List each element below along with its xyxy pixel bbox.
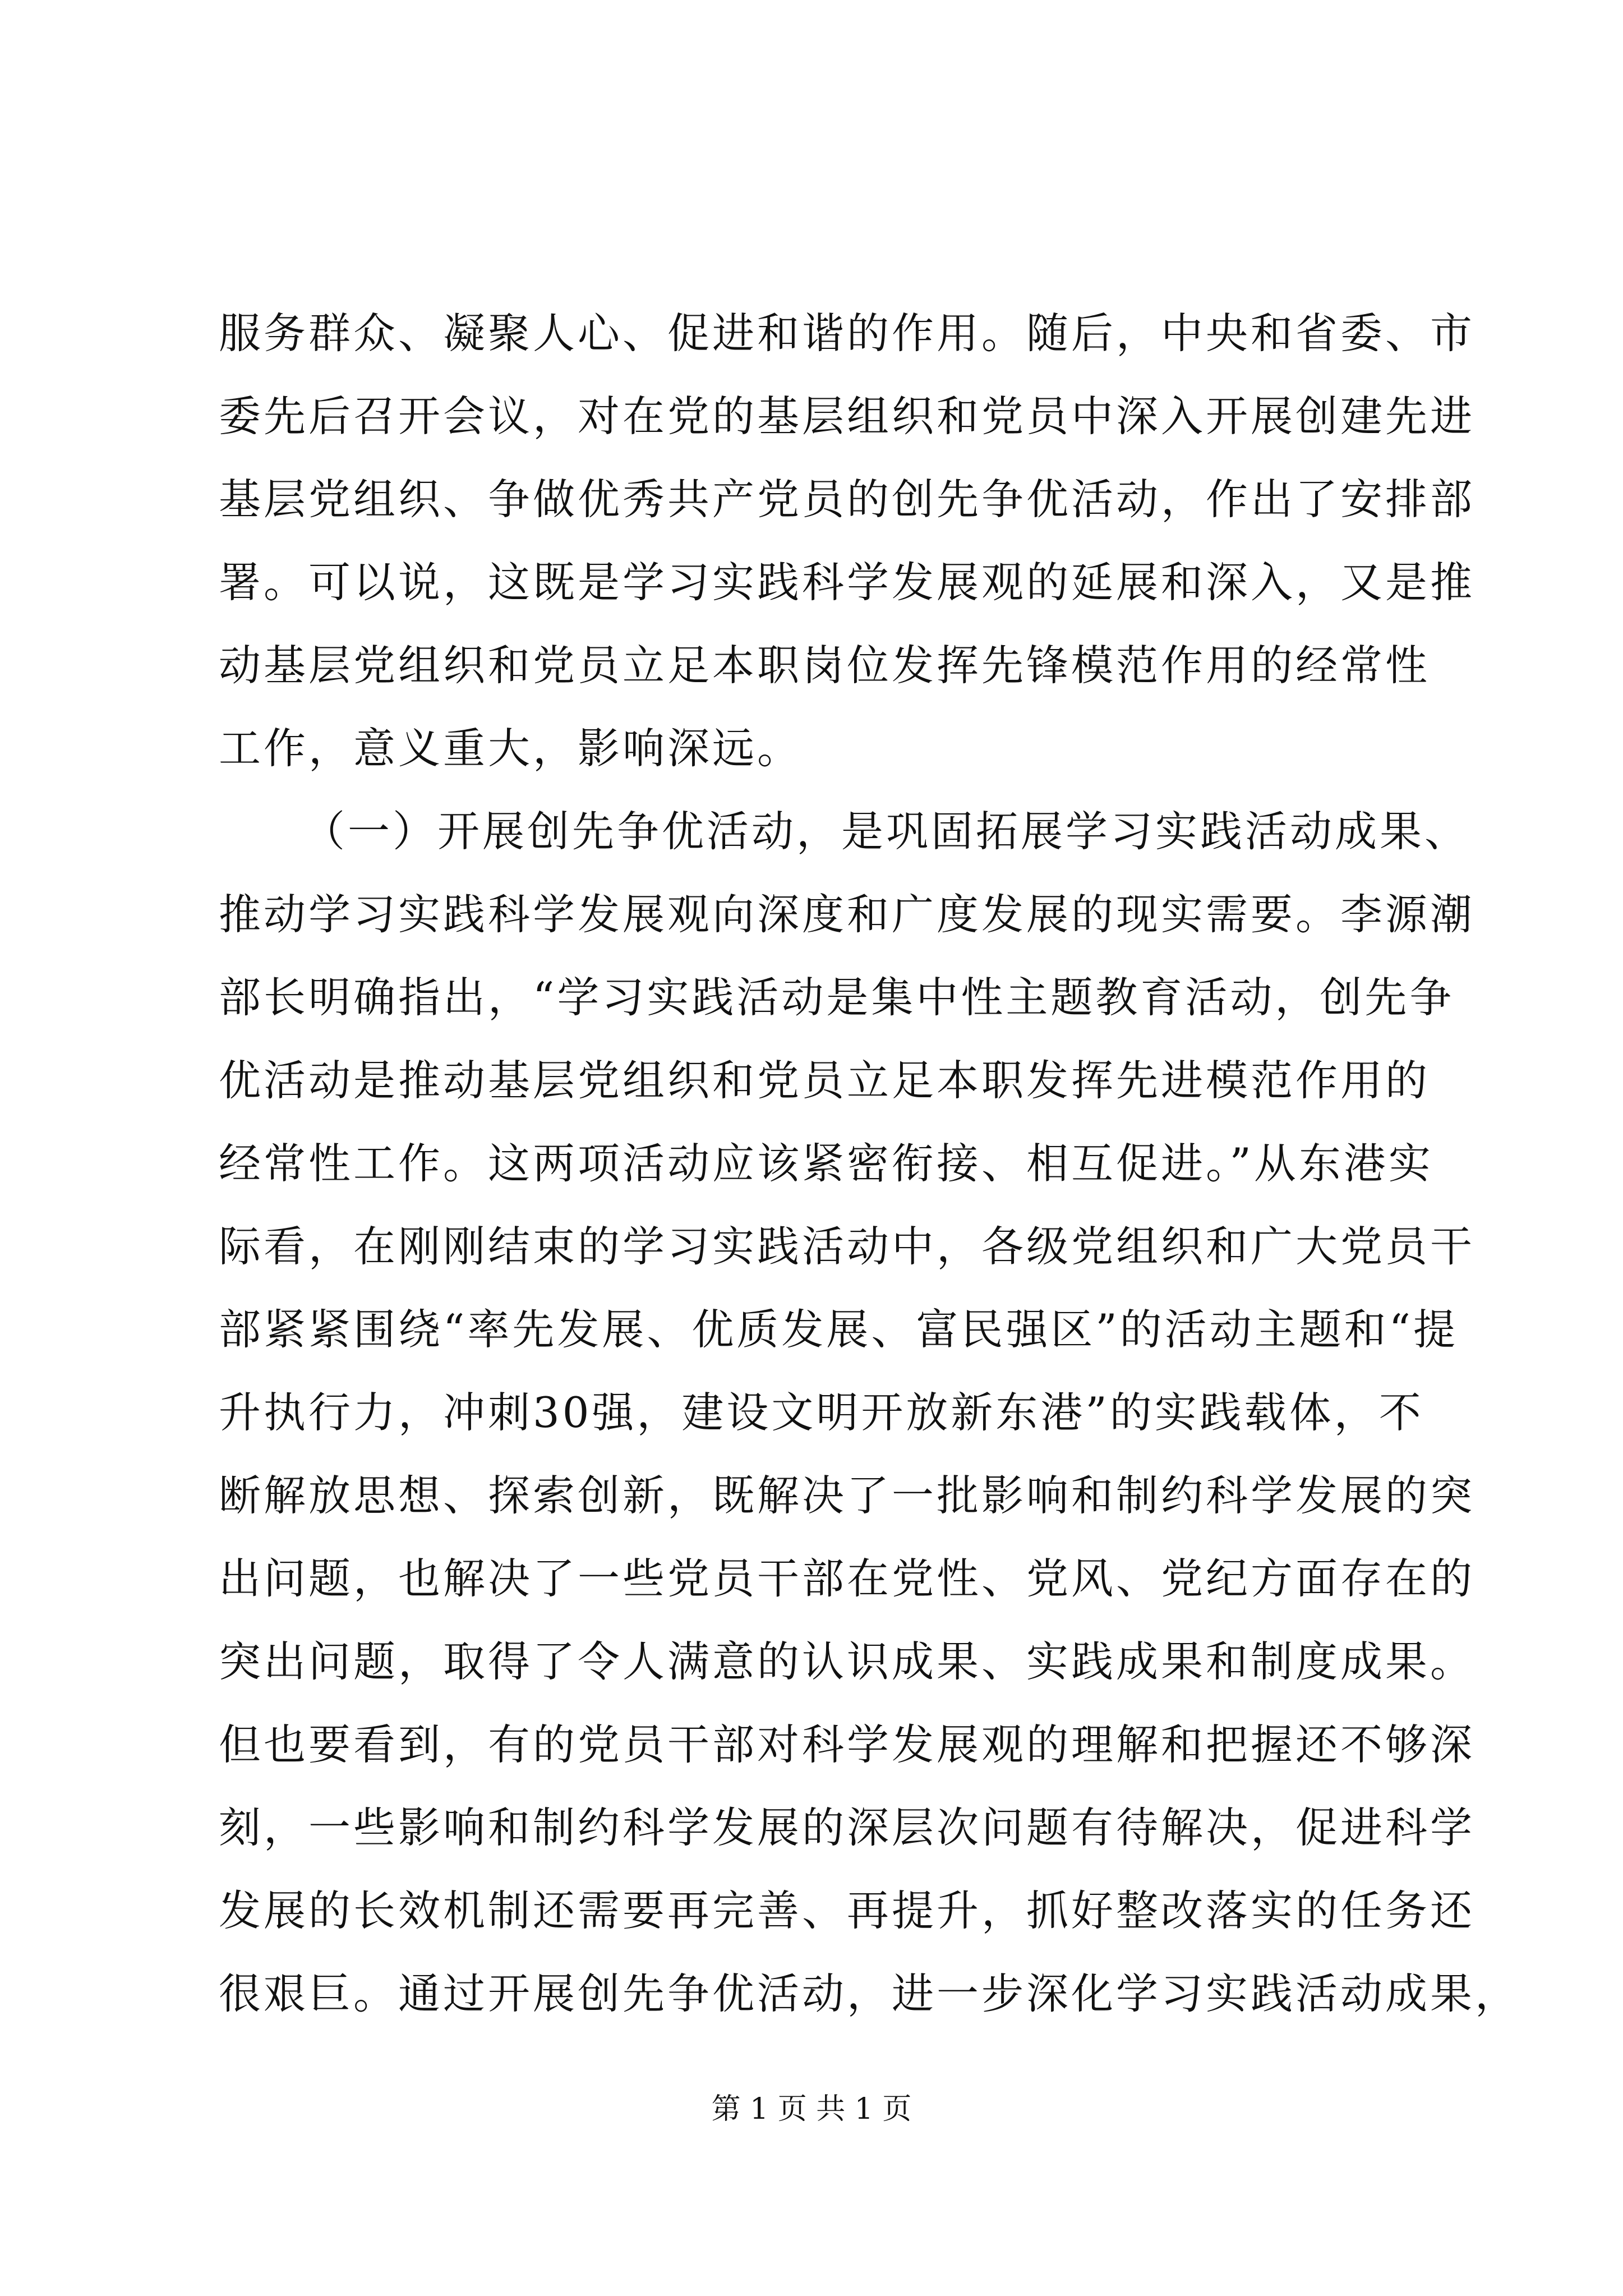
text-line: 部长明确指出，“学习实践活动是集中性主题教育活动，创先争 (219, 973, 1455, 1022)
text-line: 出问题，也解决了一些党员干部在党性、党风、党纪方面存在的 (219, 1554, 1476, 1603)
text-line: 委先后召开会议，对在党的基层组织和党员中深入开展创建先进 (219, 392, 1476, 441)
text-line: 突出问题，取得了令人满意的认识成果、实践成果和制度成果。 (219, 1637, 1476, 1686)
text-line: 刻，一些影响和制约科学发展的深层次问题有待解决，促进科学 (219, 1803, 1476, 1852)
text-line: 署。可以说，这既是学习实践科学发展观的延展和深入，又是推 (219, 558, 1476, 607)
document-body (219, 292, 1520, 2035)
paragraph-start-line: （一）开展创先争优活动，是巩固拓展学习实践活动成果、 (303, 807, 1470, 856)
text-line: 部紧紧围绕“率先发展、优质发展、富民强区”的活动主题和“提 (219, 1305, 1459, 1354)
text-line: 优活动是推动基层党组织和党员立足本职发挥先进模范作用的 (219, 1056, 1431, 1105)
text-line: 工作，意义重大，影响深远。 (219, 724, 803, 773)
text-line: 但也要看到，有的党员干部对科学发展观的理解和把握还不够深 (219, 1720, 1476, 1769)
text-line: 发展的长效机制还需要再完善、再提升，抓好整改落实的任务还 (219, 1886, 1476, 1935)
text-line: 升执行力，冲刺30强，建设文明开放新东港”的实践载体，不 (219, 1388, 1424, 1437)
text-line: 断解放思想、探索创新，既解决了一批影响和制约科学发展的突 (219, 1471, 1476, 1520)
text-line: 际看，在刚刚结束的学习实践活动中，各级党组织和广大党员干 (219, 1222, 1476, 1271)
text-line: 基层党组织、争做优秀共产党员的创先争优活动，作出了安排部 (219, 475, 1476, 524)
page-footer (0, 2090, 1623, 2129)
text-line: 服务群众、凝聚人心、促进和谐的作用。随后，中央和省委、市 (219, 309, 1476, 358)
page-number-label: 第 1 页 共 1 页 (711, 2092, 912, 2126)
text-line: 动基层党组织和党员立足本职岗位发挥先锋模范作用的经常性 (219, 641, 1431, 690)
text-line: 经常性工作。这两项活动应该紧密衔接、相互促进。”从东港实 (219, 1139, 1433, 1188)
text-line: 推动学习实践科学发展观向深度和广度发展的现实需要。李源潮 (219, 890, 1476, 939)
text-line: 很艰巨。通过开展创先争优活动，进一步深化学习实践活动成果， (219, 1969, 1520, 2018)
